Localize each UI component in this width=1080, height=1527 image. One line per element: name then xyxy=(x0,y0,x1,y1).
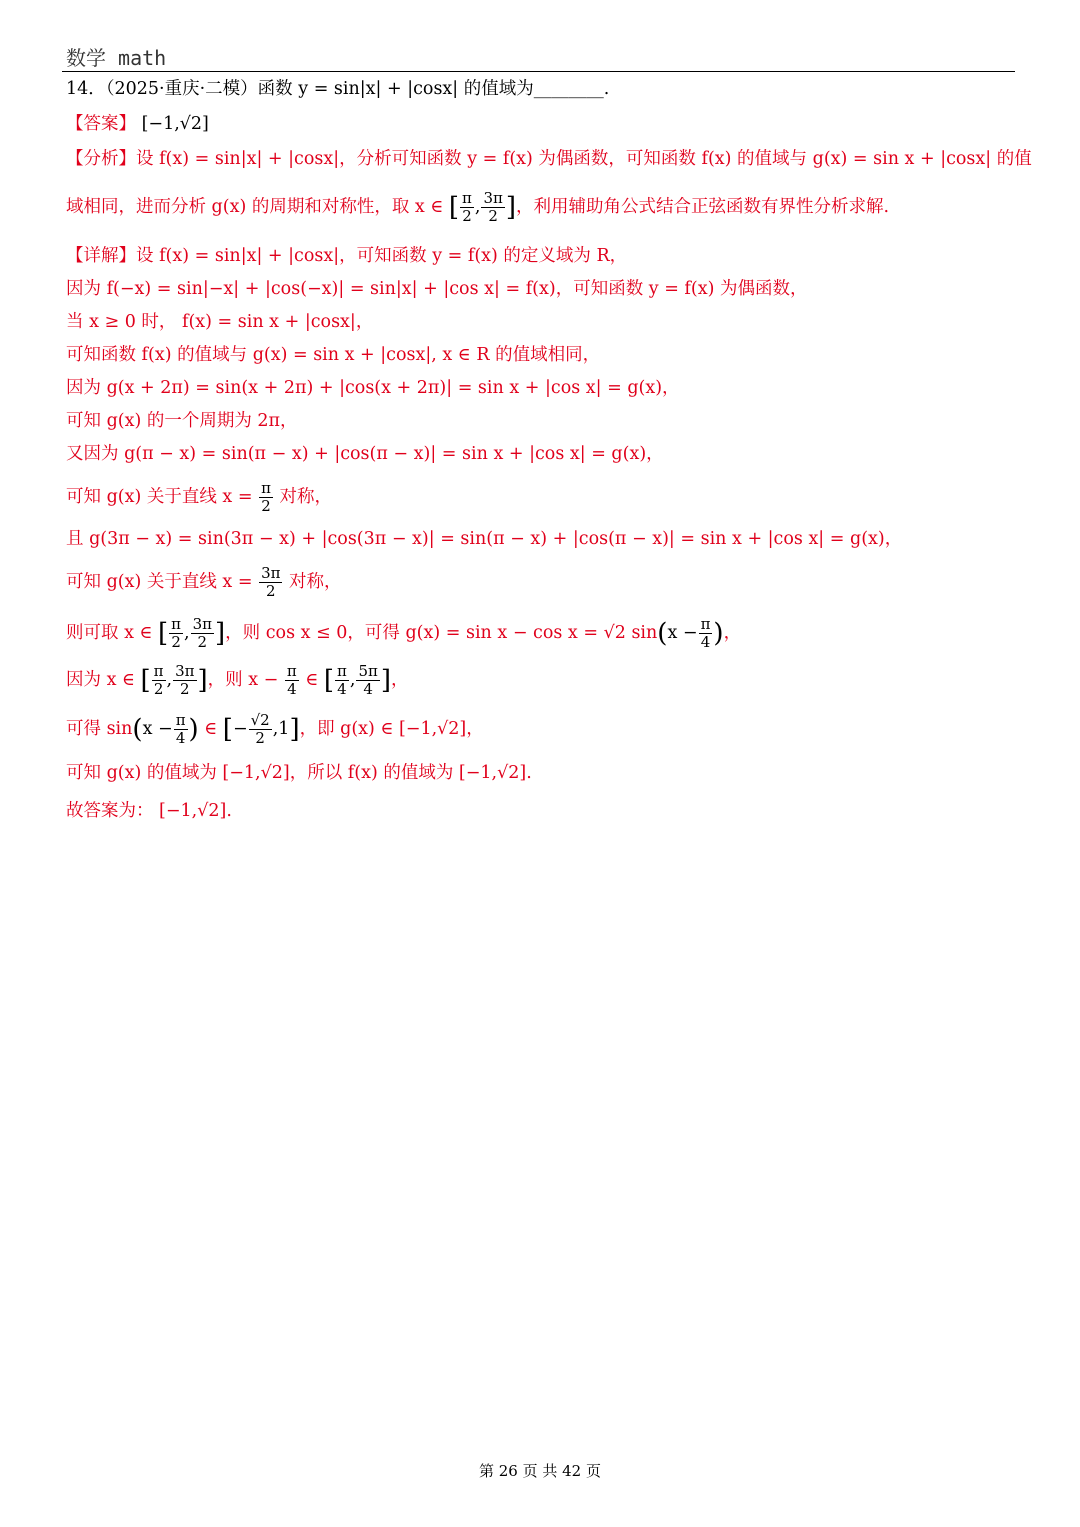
solution-line-4: 可知函数 f(x) 的值域与 g(x) = sin x + |cosx|, x ∈ R 的值域相同， xyxy=(66,345,601,365)
analysis-line-1 xyxy=(66,147,1032,171)
solution-line-2: 因为 f(−x) = sin|−x| + |cos(−x)| = sin|x| + |cos x| = f(x)，可知函数 y = f(x) 为偶函数， xyxy=(66,279,808,299)
solution-line-10: 可知 g(x) 关于直线 x = $\frac{3\pi}{2}$ 对称， xyxy=(66,564,342,600)
solution-line-5: 因为 g(x + 2π) = sin(x + 2π) + |cos(x + 2π)| = sin x + |cos x| = g(x)， xyxy=(66,378,680,398)
answer-label: 【答案】 xyxy=(66,114,136,134)
fraction-3pi-over-2: $\frac{3\pi}{2}$ xyxy=(261,564,281,600)
fraction-pi-over-2: $\frac{\pi}{2}$ xyxy=(462,189,472,225)
page-footer: 第 26 页 共 42 页 xyxy=(478,1462,601,1480)
header-title: 数学 math xyxy=(66,46,167,70)
solution-line-14: 可知 g(x) 的值域为 [−1,√2]，所以 f(x) 的值域为 [−1,√2]. xyxy=(66,763,532,783)
solution-line-12: 因为 x ∈ [ $\frac{\pi}{2}$ , $\frac{3\pi}{2}$ ]，则 x − $\frac{\pi}{4}$ ∈ [ $\frac{\pi}{4}$ , $\frac{5\pi}{4}$ ]， xyxy=(66,662,409,698)
solution-line-11: 则可取 x ∈ [ $\frac{\pi}{2}$ , $\frac{3\pi}{2}$ ]，则 cos x ≤ 0，可得 g(x) = sin x − cos x = √2 sin(x − $\frac{\pi}{4}$ )， xyxy=(66,615,742,651)
analysis-label: 【分析】 xyxy=(66,149,136,169)
answer-line xyxy=(66,112,1016,136)
solution-label: 【详解】 xyxy=(66,246,136,266)
solution-line-3: 当 x ≥ 0 时， f(x) = sin x + |cosx|， xyxy=(66,312,374,332)
document-body xyxy=(66,74,1032,823)
answer-value: [−1,√2] xyxy=(141,114,209,134)
solution-line-1: 【详解】设 f(x) = sin|x| + |cosx|，可知函数 y = f(x) 的定义域为 R， xyxy=(66,246,628,266)
problem-statement: 14．（2025·重庆·二模）函数 y = sin|x| + |cosx| 的值域为________. xyxy=(66,79,610,99)
analysis-line-2: 域相同，进而分析 g(x) 的周期和对称性，取 x ∈ [ $\frac{\pi}{2}$ , $\frac{3\pi}{2}$ ]，利用辅助角公式结合正弦函数有界性分析求解. xyxy=(66,189,890,225)
analysis-text-1: 设 f(x) = sin|x| + |cosx|，分析可知函数 y = f(x) 为偶函数，可知函数 f(x) 的值域与 g(x) = sin x + |cosx| 的值 xyxy=(136,149,1032,169)
solution-line-15: 故答案为： [−1,√2]. xyxy=(66,801,232,821)
fraction-pi-over-2: $\frac{\pi}{2}$ xyxy=(261,479,271,515)
header-divider xyxy=(62,71,1015,72)
solution-line-8: 可知 g(x) 关于直线 x = $\frac{\pi}{2}$ 对称， xyxy=(66,479,333,515)
solution-line-6: 可知 g(x) 的一个周期为 2π， xyxy=(66,411,298,431)
solution-line-13: 可得 sin(x − $\frac{\pi}{4}$ ) ∈ [− $\frac{√2}{2}$ ,1]，即 g(x) ∈ [−1,√2]， xyxy=(66,711,484,747)
solution-line-7: 又因为 g(π − x) = sin(π − x) + |cos(π − x)| = sin x + |cos x| = g(x)， xyxy=(66,444,664,464)
fraction-3pi-over-2: $\frac{3\pi}{2}$ xyxy=(483,189,503,225)
solution-line-9: 且 g(3π − x) = sin(3π − x) + |cos(3π − x)| = sin(π − x) + |cos(π − x)| = sin x + |cos x| = g(x)， xyxy=(66,529,903,549)
